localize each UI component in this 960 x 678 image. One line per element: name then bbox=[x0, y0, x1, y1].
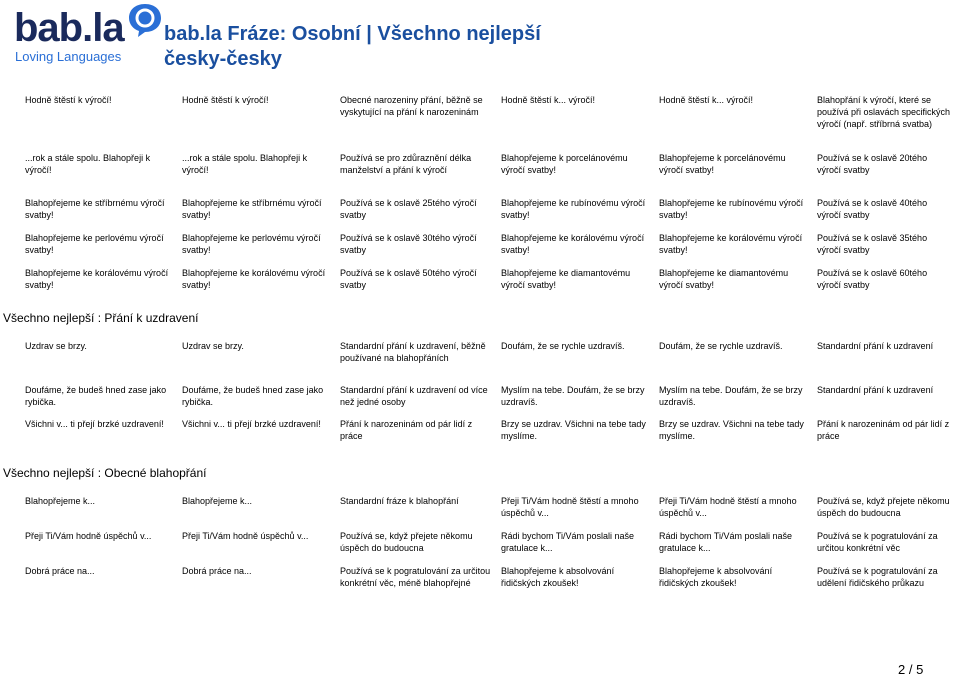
phrase-cell: Blahopřejeme k... bbox=[182, 496, 253, 506]
phrase-cell: Standardní přání k uzdravení od více než jedné osoby bbox=[340, 385, 488, 407]
phrase-cell: Přání k narozeninám od pár lidí z práce bbox=[817, 419, 950, 441]
phrase-cell: Doufám, že se rychle uzdravíš. bbox=[501, 341, 625, 351]
phrase-table-get-well bbox=[25, 340, 960, 452]
phrase-cell: Hodně štěstí k... výročí! bbox=[659, 95, 754, 105]
phrase-cell: Dobrá práce na... bbox=[25, 566, 95, 576]
phrase-cell: Blahopřejeme k... bbox=[25, 496, 96, 506]
phrase-cell: Používá se k pogratulování za udělení řidičského průkazu bbox=[817, 566, 938, 588]
phrase-cell: Standardní fráze k blahopřání bbox=[340, 496, 459, 506]
phrase-cell: Blahopřejeme ke korálovému výročí svatby! bbox=[501, 233, 645, 255]
phrase-cell: Všichni v... ti přejí brzké uzdravení! bbox=[25, 419, 164, 429]
phrase-cell: Používá se k oslavě 40tého výročí svatby bbox=[817, 198, 928, 220]
phrase-cell: Hodně štěstí k výročí! bbox=[182, 95, 269, 105]
phrase-cell: Blahopřejeme ke korálovému výročí svatby! bbox=[659, 233, 803, 255]
phrase-cell: Brzy se uzdrav. Všichni na tebe tady myslíme. bbox=[659, 419, 804, 441]
phrase-cell: Všichni v... ti přejí brzké uzdravení! bbox=[182, 419, 321, 429]
phrase-cell: Používá se k oslavě 50tého výročí svatby bbox=[340, 268, 477, 290]
page-number: 2 / 5 bbox=[898, 662, 924, 677]
phrase-cell: Standardní přání k uzdravení bbox=[817, 385, 934, 395]
phrase-cell: Používá se, když přejete někomu úspěch do budoucna bbox=[340, 531, 473, 553]
phrase-cell: Blahopřejeme ke diamantovému výročí svatby! bbox=[501, 268, 631, 290]
phrase-cell: Přeji Ti/Vám hodně štěstí a mnoho úspěchů v... bbox=[501, 496, 639, 518]
phrase-cell: Blahopřejeme k absolvování řidičských zkoušek! bbox=[659, 566, 773, 588]
phrase-cell: Blahopřejeme ke korálovému výročí svatby! bbox=[25, 268, 169, 290]
phrase-cell: Blahopřejeme ke perlovému výročí svatby! bbox=[182, 233, 321, 255]
phrase-cell: Používá se k pogratulování za určitou konkrétní věc bbox=[817, 531, 938, 553]
phrase-cell: Uzdrav se brzy. bbox=[25, 341, 87, 351]
phrase-cell: Používá se k oslavě 30tého výročí svatby bbox=[340, 233, 477, 255]
phrase-cell: Přeji Ti/Vám hodně štěstí a mnoho úspěchů v... bbox=[659, 496, 797, 518]
phrase-cell: Hodně štěstí k výročí! bbox=[25, 95, 112, 105]
phrase-cell: Blahopřejeme ke rubínovému výročí svatby! bbox=[501, 198, 646, 220]
phrase-cell: Rádi bychom Ti/Vám poslali naše gratulace k... bbox=[659, 531, 793, 553]
phrase-cell: Blahopřejeme k porcelánovému výročí svatby! bbox=[659, 153, 786, 175]
section-title-get-well: Všechno nejlepší : Přání k uzdravení bbox=[3, 311, 199, 325]
phrase-cell: Blahopřejeme ke rubínovému výročí svatby! bbox=[659, 198, 804, 220]
page-title-line1: bab.la Fráze: Osobní | Všechno nejlepší bbox=[164, 23, 541, 45]
phrase-cell: Blahopřejeme ke stříbrnému výročí svatby! bbox=[25, 198, 165, 220]
phrase-cell: Přání k narozeninám od pár lidí z práce bbox=[340, 419, 473, 441]
phrase-cell: Uzdrav se brzy. bbox=[182, 341, 244, 351]
phrase-cell: Doufám, že se rychle uzdravíš. bbox=[659, 341, 783, 351]
phrase-cell: Doufáme, že budeš hned zase jako rybička. bbox=[25, 385, 167, 407]
phrase-cell: Používá se k oslavě 35tého výročí svatby bbox=[817, 233, 928, 255]
phrase-cell: Blahopřejeme ke perlovému výročí svatby! bbox=[25, 233, 164, 255]
phrase-cell: Blahopřejeme k absolvování řidičských zkoušek! bbox=[501, 566, 615, 588]
page-title-line2: česky-česky bbox=[164, 48, 282, 70]
phrase-cell: Používá se, když přejete někomu úspěch do budoucna bbox=[817, 496, 950, 518]
phrase-cell: Používá se k oslavě 20tého výročí svatby bbox=[817, 153, 928, 175]
logo-tagline: Loving Languages bbox=[15, 49, 122, 64]
phrase-cell: Používá se pro zdůraznění délka manželství a přání k výročí bbox=[340, 153, 472, 175]
phrase-cell: Brzy se uzdrav. Všichni na tebe tady myslíme. bbox=[501, 419, 646, 441]
phrase-cell: Používá se k oslavě 25tého výročí svatby bbox=[340, 198, 477, 220]
phrase-cell: Přeji Ti/Vám hodně úspěchů v... bbox=[25, 531, 152, 541]
section-title-congratulations: Všechno nejlepší : Obecné blahopřání bbox=[3, 466, 207, 480]
phrase-cell: Myslím na tebe. Doufám, že se brzy uzdravíš. bbox=[501, 385, 645, 407]
phrase-cell: Hodně štěstí k... výročí! bbox=[501, 95, 596, 105]
phrase-cell: Přeji Ti/Vám hodně úspěchů v... bbox=[182, 531, 309, 541]
phrase-cell: Blahopřejeme k porcelánovému výročí svatby! bbox=[501, 153, 628, 175]
phrase-cell: Dobrá práce na... bbox=[182, 566, 252, 576]
phrase-cell: Standardní přání k uzdravení, běžně používané na blahopřáních bbox=[340, 341, 486, 363]
phrase-table-congratulations bbox=[25, 495, 960, 605]
phrase-cell: Standardní přání k uzdravení bbox=[817, 341, 934, 351]
phrase-cell: ...rok a stále spolu. Blahopřeji k výročí! bbox=[25, 153, 151, 175]
phrase-cell: Blahopřejeme ke stříbrnému výročí svatby! bbox=[182, 198, 322, 220]
phrase-cell: Používá se k pogratulování za určitou konkrétní věc, méně blahopřejné bbox=[340, 566, 491, 588]
phrase-cell: ...rok a stále spolu. Blahopřeji k výročí! bbox=[182, 153, 308, 175]
phrase-cell: Blahopřejeme ke diamantovému výročí svatby! bbox=[659, 268, 789, 290]
logo-wordmark: bab.la bbox=[14, 6, 124, 50]
phrase-cell: Myslím na tebe. Doufám, že se brzy uzdravíš. bbox=[659, 385, 803, 407]
phrase-cell: Doufáme, že budeš hned zase jako rybička. bbox=[182, 385, 324, 407]
page-title bbox=[164, 22, 541, 72]
babla-logo[interactable] bbox=[14, 2, 154, 68]
phrase-cell: Rádi bychom Ti/Vám poslali naše gratulace k... bbox=[501, 531, 635, 553]
phrase-cell: Obecné narozeniny přání, běžně se vyskytující na přání k narozeninám bbox=[340, 95, 483, 117]
phrase-cell: Blahopřejeme ke korálovému výročí svatby! bbox=[182, 268, 326, 290]
phrase-cell: Blahopřání k výročí, které se používá při oslavách specifických výročí (např. stříbrná svatba) bbox=[817, 95, 951, 129]
phrase-cell: Používá se k oslavě 60tého výročí svatby bbox=[817, 268, 928, 290]
speech-bubble-icon bbox=[126, 2, 164, 38]
phrase-table-anniversary bbox=[25, 94, 960, 302]
